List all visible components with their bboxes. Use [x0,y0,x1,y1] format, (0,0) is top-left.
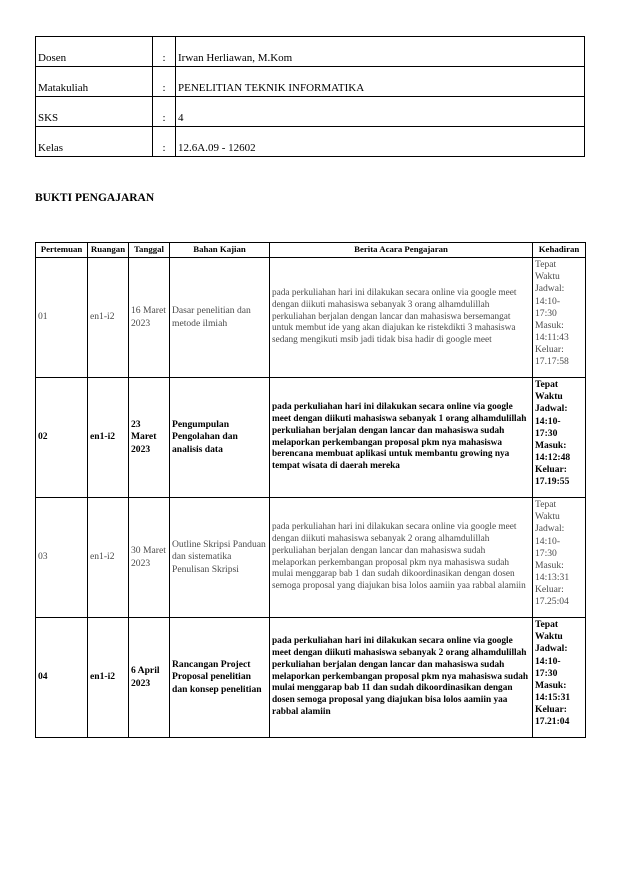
pertemuan-cell: 01 [36,258,88,378]
info-colon: : [153,67,176,97]
kehadiran-line: Waktu [535,631,563,643]
info-colon: : [153,127,176,157]
kehadiran-line: Tepat [535,379,559,390]
info-label: Dosen [36,37,153,67]
header-tanggal: Tanggal [129,243,170,258]
kehadiran-line: Masuk: [535,439,567,451]
kehadiran-line: 14:10- [535,655,561,667]
kehadiran-cell [533,378,586,498]
tanggal-cell: 23 Maret 2023 [129,378,170,498]
kehadiran-line: 17.21:04 [535,716,570,728]
kehadiran-line: Masuk: [535,559,564,571]
kehadiran-line: 17:30 [535,667,558,679]
kehadiran-line: 14:15:31 [535,692,571,704]
kehadiran-line: Jadwal: [535,523,565,535]
header-pertemuan: Pertemuan [36,243,88,258]
ruangan-cell: en1-i2 [88,258,129,378]
info-label: Matakuliah [36,67,153,97]
header-kehadiran: Kehadiran [533,243,586,258]
info-label: SKS [36,97,153,127]
pertemuan-cell: 02 [36,378,88,498]
table-header-row [36,243,586,258]
tanggal-cell: 30 Maret 2023 [129,498,170,618]
table-row [36,498,586,618]
info-row-dosen [36,37,585,67]
teaching-table [35,242,586,738]
kehadiran-line: Jadwal: [535,643,568,655]
bahan-cell: Rancangan Project Proposal penelitian dan konsep penelitian [170,618,270,738]
kehadiran-line: Waktu [535,391,563,403]
berita-cell: pada perkuliahan hari ini dilakukan secara online via google meet dengan diikuti mahasiswa sebanyak 1 orang alhamdulillah perkuliahan berjalan dengan lancar dan mahasiswa sudah melaporkan perkembangan proposal pkm nya mahasiswa berencana membuat aplikasi untuk membantu growing nya tempat wisata di daerah mereka [270,378,533,498]
header-ruangan: Ruangan [88,243,129,258]
kehadiran-line: Jadwal: [535,403,568,415]
pertemuan-cell: 04 [36,618,88,738]
kehadiran-line: 14:10- [535,415,561,427]
kehadiran-line: 14:12:48 [535,452,571,464]
info-value: 12.6A.09 - 12602 [176,127,585,157]
kehadiran-line: 14:10- [535,535,561,547]
kehadiran-line: 17.25:04 [535,596,569,608]
kehadiran-cell [533,258,586,378]
info-row-kelas [36,127,585,157]
kehadiran-line: Waktu [535,511,560,523]
info-value: PENELITIAN TEKNIK INFORMATIKA [176,67,585,97]
berita-cell: pada perkuliahan hari ini dilakukan secara online via google meet dengan diikuti mahasiswa sebanyak 2 orang alhamdulillah perkuliahan berjalan dengan lancar dan mahasiswa sudah melaporkan perkembangan proposal pkm nya mahasiswa sudah mulai menggarap bab 1 dan sudah dikoordinasikan dengan dosen semoga proposal yang diajukan bisa lolos aamiin yaa rabbal alamiin [270,498,533,618]
kehadiran-line: Masuk: [535,319,564,331]
kehadiran-line: Masuk: [535,679,567,691]
bahan-cell: Dasar penelitian dan metode ilmiah [170,258,270,378]
header-berita-acara: Berita Acara Pengajaran [270,243,533,258]
bahan-cell: Pengumpulan Pengolahan dan analisis data [170,378,270,498]
kehadiran-cell [533,498,586,618]
info-colon: : [153,97,176,127]
kehadiran-line: Keluar: [535,584,564,596]
ruangan-cell: en1-i2 [88,618,129,738]
tanggal-cell: 16 Maret 2023 [129,258,170,378]
kehadiran-line: 17:30 [535,547,557,559]
info-colon: : [153,37,176,67]
info-value: 4 [176,97,585,127]
kehadiran-line: 14:11:43 [535,332,569,344]
kehadiran-line: 17:30 [535,307,557,319]
ruangan-cell: en1-i2 [88,498,129,618]
kehadiran-line: 17.17:58 [535,356,569,368]
ruangan-cell: en1-i2 [88,378,129,498]
kehadiran-line: 14:13:31 [535,572,570,584]
bahan-cell: Outline Skripsi Panduan dan sistematika Penulisan Skripsi [170,498,270,618]
section-title: BUKTI PENGAJARAN [35,192,155,204]
kehadiran-line: Keluar: [535,704,567,716]
header-bahan-kajian: Bahan Kajian [170,243,270,258]
kehadiran-line: Tepat Waktu [535,259,560,283]
kehadiran-cell [533,618,586,738]
pertemuan-cell: 03 [36,498,88,618]
info-row-matakuliah [36,67,585,97]
berita-cell: pada perkuliahan hari ini dilakukan secara online via google meet dengan diikuti mahasiswa sebanyak 2 orang alhamdulillah perkuliahan berjalan dengan lancar dan mahasiswa sudah melaporkan perkembangan proposal pkm nya mahasiswa sudah mulai menggarap bab 11 dan sudah dikoordinasikan dengan dosen semoga proposal yang diajukan bisa lolos aamiin yaa rabbal alamiin [270,618,533,738]
info-row-sks [36,97,585,127]
info-value: Irwan Herliawan, M.Kom [176,37,585,67]
kehadiran-line: 17.19:55 [535,476,570,488]
kehadiran-line: 17:30 [535,427,558,439]
kehadiran-line: Keluar: [535,464,567,476]
berita-cell: pada perkuliahan hari ini dilakukan secara online via google meet dengan diikuti mahasiswa sebanyak 3 orang alhamdulillah perkuliahan berjalan dengan lancar dan mahasiswa bersemangat untuk membut ide yang akan diajukan ke ristekdikti 3 mahasiswa sedang mengikuti msib jadi tidak bisa hadir di google meet [270,258,533,378]
kehadiran-line: Keluar: [535,344,564,356]
table-row [36,618,586,738]
kehadiran-line: Jadwal: [535,283,565,295]
kehadiran-line: 14:10- [535,295,561,307]
kehadiran-line: Tepat [535,499,557,510]
info-table [35,36,585,157]
table-row [36,378,586,498]
tanggal-cell: 6 April 2023 [129,618,170,738]
kehadiran-line: Tepat [535,619,559,630]
table-row [36,258,586,378]
info-label: Kelas [36,127,153,157]
